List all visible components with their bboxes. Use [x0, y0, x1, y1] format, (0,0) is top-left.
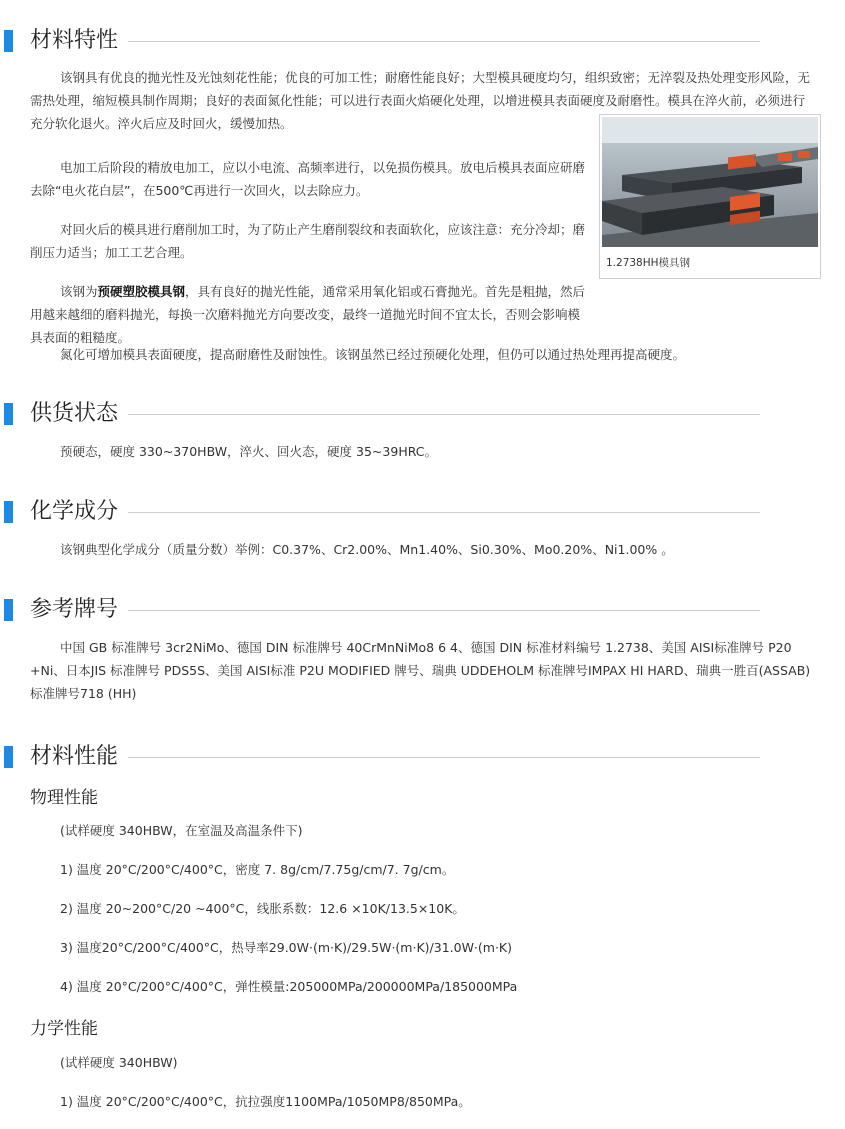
physical-item-4: 4) 温度 20°C/200°C/400°C，弹性模量:205000MPa/200000MPa/185000MPa [60, 979, 518, 994]
paragraph-properties-1: 该钢具有优良的抛光性及光蚀刻花性能；优良的可加工性；耐磨性能良好；大型模具硬度均匀，组织致密；无淬裂及热处理变形风险，无需热处理，缩短模具制作周期；良好的表面氮化性能；可以进行表面火焰硬化处理，以增进模具表面硬度及耐磨性。模具在淬火前，必须进行充分软化退火。淬火后应及时回火，缓慢加热。 [30, 70, 811, 131]
subsection-title-mechanical: 力学性能 [30, 1019, 98, 1039]
section-accent-bar [4, 403, 13, 425]
section-divider [128, 414, 760, 415]
steel-blocks-photo [602, 117, 818, 247]
paragraph-properties-3: 对回火后的模具进行磨削加工时，为了防止产生磨削裂纹和表面软化，应该注意：充分冷却；磨削压力适当；加工工艺合理。 [30, 222, 586, 260]
physical-item-3: 3) 温度20°C/200°C/400°C，热导率29.0W·(m·K)/29.5W·(m·K)/31.0W·(m·K) [60, 940, 513, 955]
physical-note: (试样硬度 340HBW，在室温及高温条件下) [60, 823, 303, 838]
section-accent-bar [4, 501, 13, 523]
section-header-material-properties [0, 26, 760, 56]
section-title: 参考牌号 [30, 597, 119, 622]
paragraph-properties-2: 电加工后阶段的精放电加工，应以小电流、高频率进行，以免损伤模具。放电后模具表面应研磨去除“电火花白层”，在500℃再进行一次回火，以去除应力。 [30, 160, 586, 198]
section-divider [128, 41, 760, 42]
mechanical-note: (试样硬度 340HBW) [60, 1055, 178, 1070]
p4-before: 该钢为 [60, 284, 98, 299]
section-header-chemical-composition [0, 497, 760, 527]
paragraph-properties-4 [30, 280, 586, 349]
physical-item-2: 2) 温度 20~200°C/20 ~400°C，线胀系数：12.6 ×10K/13.5×10K。 [60, 901, 465, 916]
reference-grades-text: 中国 GB 标准牌号 3cr2NiMo、德国 DIN 标准牌号 40CrMnNiMo8 6 4、德国 DIN 标准材料编号 1.2738、美国 AISI标准牌号 P20 +Ni、日本JIS 标准牌号 PDS5S、美国 AISI标准 P2U MODIFIED 牌号、瑞典 UDDEHOLM 标准牌号IMPAX HI HARD、瑞典一胜百(ASSAB) 标准牌号718 (HH) [30, 640, 811, 701]
section-accent-bar [4, 30, 13, 52]
mechanical-item-1: 1) 温度 20°C/200°C/400°C，抗拉强度1100MPa/1050MP8/850MPa。 [60, 1094, 471, 1109]
section-header-reference-grades [0, 595, 760, 625]
subsection-title-physical: 物理性能 [30, 788, 98, 808]
section-divider [128, 610, 760, 611]
section-divider [128, 757, 760, 758]
section-title: 材料性能 [30, 744, 119, 769]
supply-state-text: 预硬态，硬度 330~370HBW，淬火、回火态，硬度 35~39HRC。 [60, 444, 438, 459]
section-title: 材料特性 [30, 28, 119, 53]
section-header-material-performance [0, 742, 760, 772]
product-photo-figure [599, 114, 821, 279]
figure-caption: 1.2738HH模具钢 [606, 257, 691, 269]
section-header-supply-state [0, 399, 760, 429]
p4-after: ，具有良好的抛光性能，通常采用氧化铝或石膏抛光。首先是粗抛，然后用越来越细的磨料抛光，每换一次磨料抛光方向要改变，最终一道抛光时间不宜太长，否则会影响模具表面的粗糙度。 [30, 284, 586, 345]
paragraph-properties-5: 氮化可增加模具表面硬度，提高耐磨性及耐蚀性。该钢虽然已经过预硬化处理，但仍可以通过热处理再提高硬度。 [60, 347, 686, 362]
section-accent-bar [4, 599, 13, 621]
section-accent-bar [4, 746, 13, 768]
section-title: 供货状态 [30, 401, 119, 426]
physical-item-1: 1) 温度 20°C/200°C/400°C，密度 7. 8g/cm/7.75g/cm/7. 7g/cm。 [60, 862, 455, 877]
section-divider [128, 512, 760, 513]
section-title: 化学成分 [30, 499, 119, 524]
chemical-composition-text: 该钢典型化学成分（质量分数）举例：C0.37%、Cr2.00%、Mn1.40%、Si0.30%、Mo0.20%、Ni1.00% 。 [60, 542, 674, 557]
p4-bold-term: 预硬塑胶模具钢 [97, 284, 186, 299]
